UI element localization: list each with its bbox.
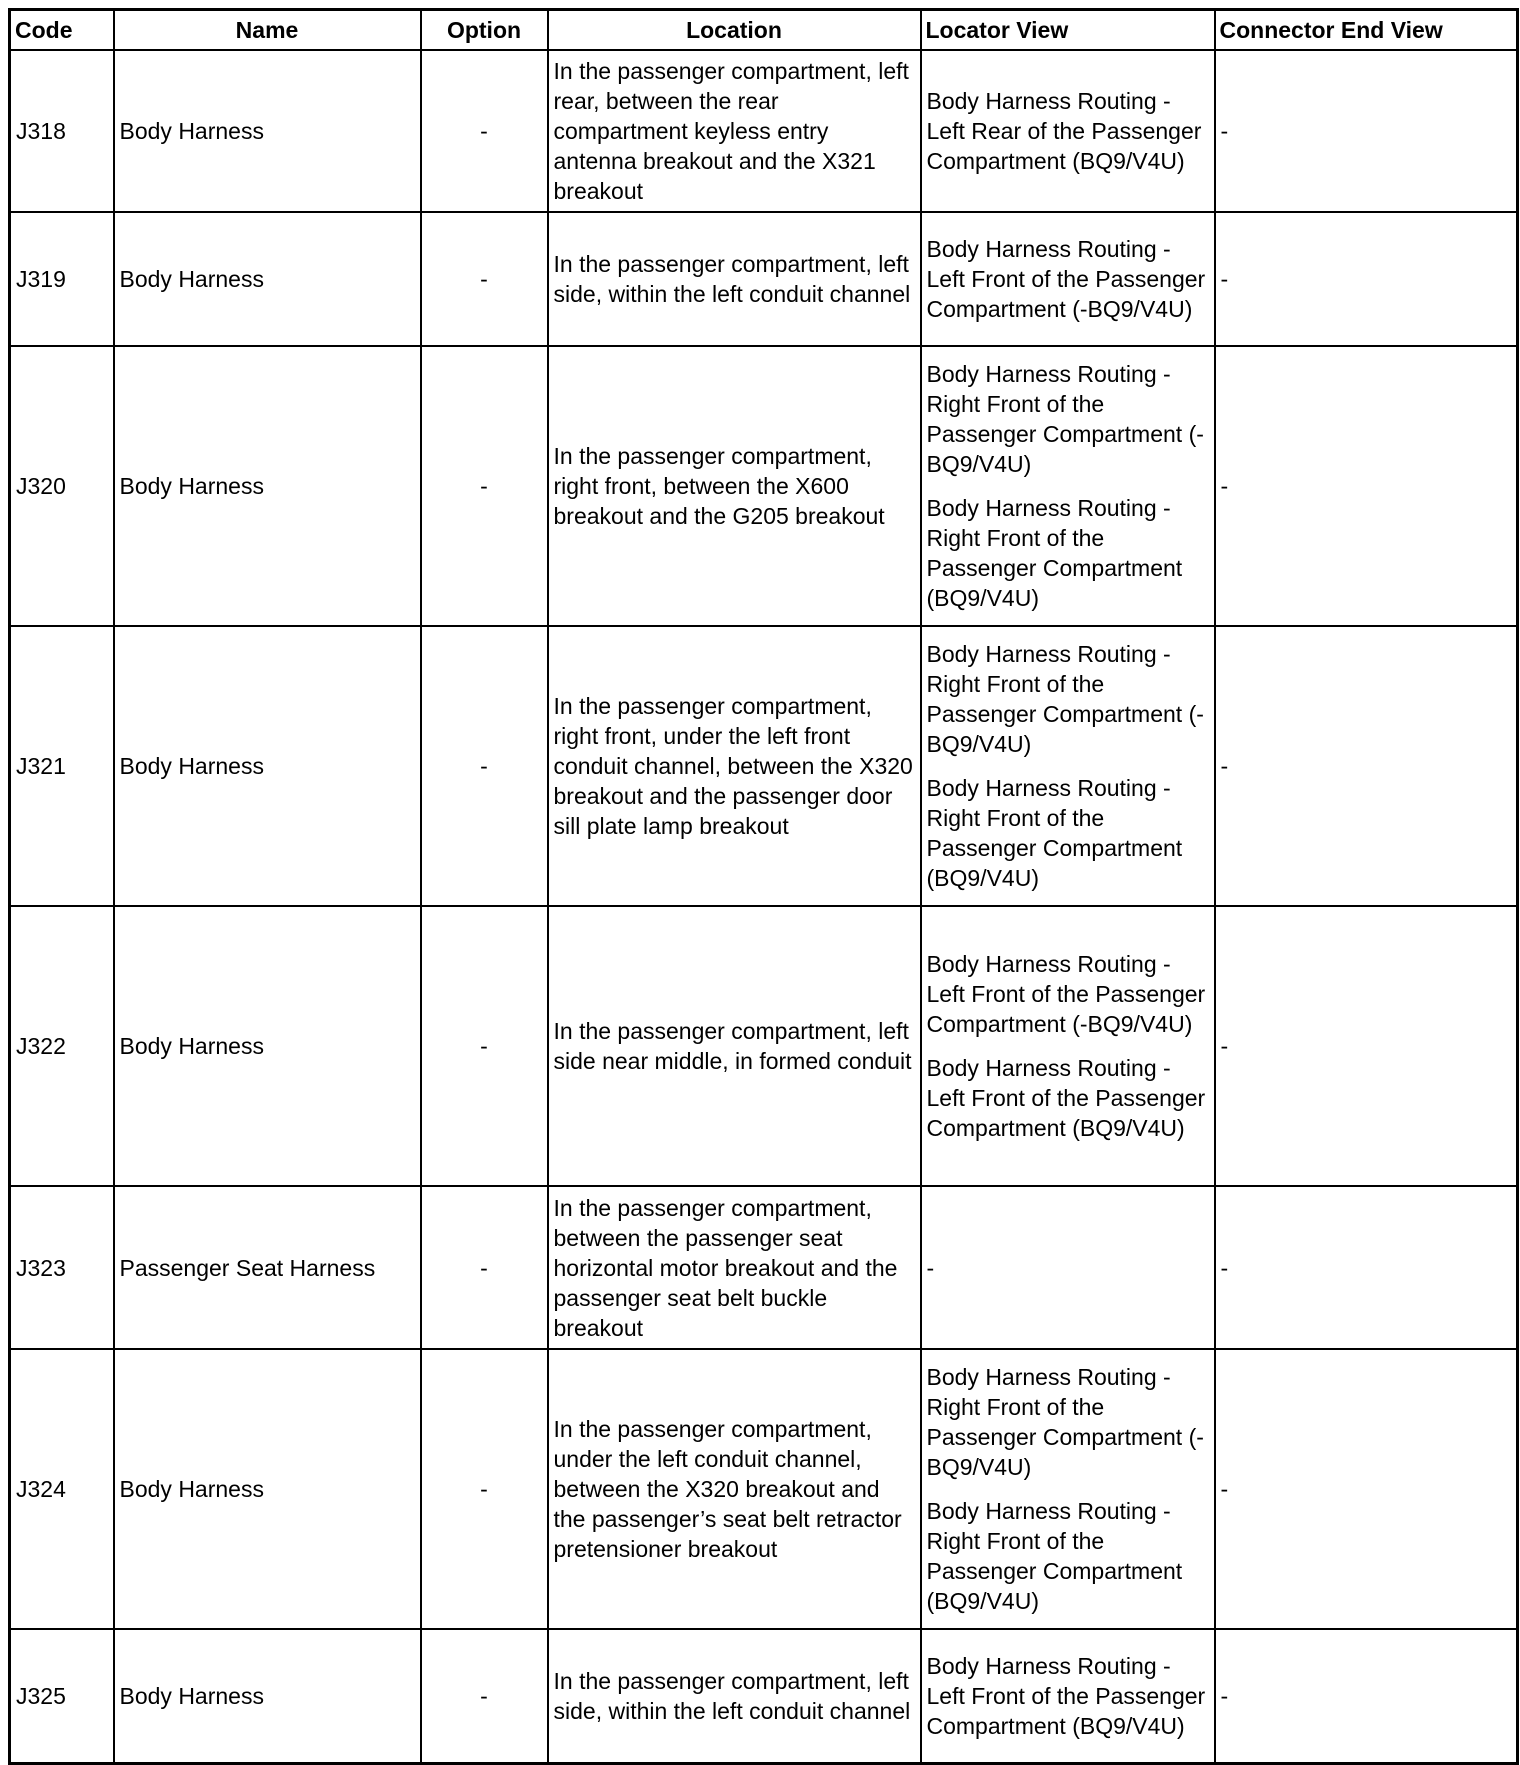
table-row [10, 346, 1518, 626]
header-row [10, 10, 1518, 51]
cell-code: J325 [10, 1629, 114, 1763]
cell-locator-view [921, 50, 1215, 212]
table-row [10, 906, 1518, 1186]
cell-locator-view [921, 626, 1215, 906]
header-name: Name [114, 10, 421, 51]
cell-connector-end-view: - [1215, 1186, 1518, 1349]
locator-view-link: Body Harness Routing - Left Front of the Passenger Compartment (BQ9/V4U) [926, 1055, 1206, 1141]
cell-location: In the passenger compartment, right front, between the X600 breakout and the G205 breakout [548, 346, 921, 626]
cell-option: - [421, 1349, 548, 1629]
locator-view-link: Body Harness Routing - Left Front of the Passenger Compartment (-BQ9/V4U) [926, 951, 1206, 1037]
locator-view-link: Body Harness Routing - Left Rear of the Passenger Compartment (BQ9/V4U) [926, 88, 1202, 174]
cell-connector-end-view: - [1215, 50, 1518, 212]
cell-option: - [421, 50, 548, 212]
cell-code: J320 [10, 346, 114, 626]
cell-name: Body Harness [114, 906, 421, 1186]
cell-locator-view [921, 212, 1215, 346]
table-row [10, 1349, 1518, 1629]
cell-locator-view [921, 906, 1215, 1186]
cell-option: - [421, 212, 548, 346]
locator-view-link: Body Harness Routing - Right Front of the Passenger Compartment (BQ9/V4U) [926, 495, 1183, 611]
cell-code: J322 [10, 906, 114, 1186]
table-row [10, 626, 1518, 906]
cell-name: Body Harness [114, 1629, 421, 1763]
cell-location: In the passenger compartment, left side, within the left conduit channel [548, 1629, 921, 1763]
cell-option: - [421, 1629, 548, 1763]
cell-code: J324 [10, 1349, 114, 1629]
cell-code: J321 [10, 626, 114, 906]
header-location: Location [548, 10, 921, 51]
cell-name: Body Harness [114, 346, 421, 626]
cell-name: Body Harness [114, 626, 421, 906]
cell-connector-end-view: - [1215, 212, 1518, 346]
table-row [10, 1186, 1518, 1349]
cell-code: J319 [10, 212, 114, 346]
header-locator-view: Locator View [921, 10, 1215, 51]
locator-view-link: Body Harness Routing - Right Front of the Passenger Compartment (-BQ9/V4U) [926, 361, 1204, 477]
cell-connector-end-view: - [1215, 1349, 1518, 1629]
header-code: Code [10, 10, 114, 51]
locator-view-link: Body Harness Routing - Left Front of the Passenger Compartment (BQ9/V4U) [926, 1652, 1206, 1739]
cell-location: In the passenger compartment, under the left conduit channel, between the X320 breakout and the passenger’s seat belt retractor pretensioner breakout [548, 1349, 921, 1629]
locator-view-link: Body Harness Routing - Right Front of the Passenger Compartment (BQ9/V4U) [926, 775, 1183, 891]
table-row [10, 212, 1518, 346]
cell-locator-view [921, 346, 1215, 626]
table-row [10, 50, 1518, 212]
locator-view-link: - [926, 1254, 935, 1281]
locator-view-link: Body Harness Routing - Right Front of the Passenger Compartment (BQ9/V4U) [926, 1498, 1183, 1614]
cell-option: - [421, 346, 548, 626]
cell-name: Passenger Seat Harness [114, 1186, 421, 1349]
cell-locator-view [921, 1186, 1215, 1349]
cell-option: - [421, 1186, 548, 1349]
cell-location: In the passenger compartment, left side, within the left conduit channel [548, 212, 921, 346]
header-connector-end-view: Connector End View [1215, 10, 1518, 51]
cell-connector-end-view: - [1215, 1629, 1518, 1763]
cell-name: Body Harness [114, 212, 421, 346]
locator-view-link: Body Harness Routing - Right Front of the Passenger Compartment (-BQ9/V4U) [926, 641, 1204, 757]
cell-connector-end-view: - [1215, 626, 1518, 906]
cell-option: - [421, 906, 548, 1186]
cell-name: Body Harness [114, 1349, 421, 1629]
cell-location: In the passenger compartment, left rear, between the rear compartment keyless entry antenna breakout and the X321 breakout [548, 50, 921, 212]
header-option: Option [421, 10, 548, 51]
cell-location: In the passenger compartment, right front, under the left front conduit channel, between the X320 breakout and the passenger door sill plate lamp breakout [548, 626, 921, 906]
cell-option: - [421, 626, 548, 906]
connector-table-sheet [8, 8, 1519, 1765]
cell-code: J323 [10, 1186, 114, 1349]
cell-locator-view [921, 1349, 1215, 1629]
table-row [10, 1629, 1518, 1763]
cell-connector-end-view: - [1215, 906, 1518, 1186]
connector-table [8, 8, 1519, 1765]
locator-view-link: Body Harness Routing - Left Front of the Passenger Compartment (-BQ9/V4U) [926, 236, 1206, 322]
cell-location: In the passenger compartment, left side near middle, in formed conduit [548, 906, 921, 1186]
locator-view-link: Body Harness Routing - Right Front of the Passenger Compartment (-BQ9/V4U) [926, 1364, 1204, 1480]
cell-code: J318 [10, 50, 114, 212]
table-body [10, 50, 1518, 1763]
cell-locator-view [921, 1629, 1215, 1763]
cell-name: Body Harness [114, 50, 421, 212]
cell-location: In the passenger compartment, between the passenger seat horizontal motor breakout and the passenger seat belt buckle breakout [548, 1186, 921, 1349]
cell-connector-end-view: - [1215, 346, 1518, 626]
